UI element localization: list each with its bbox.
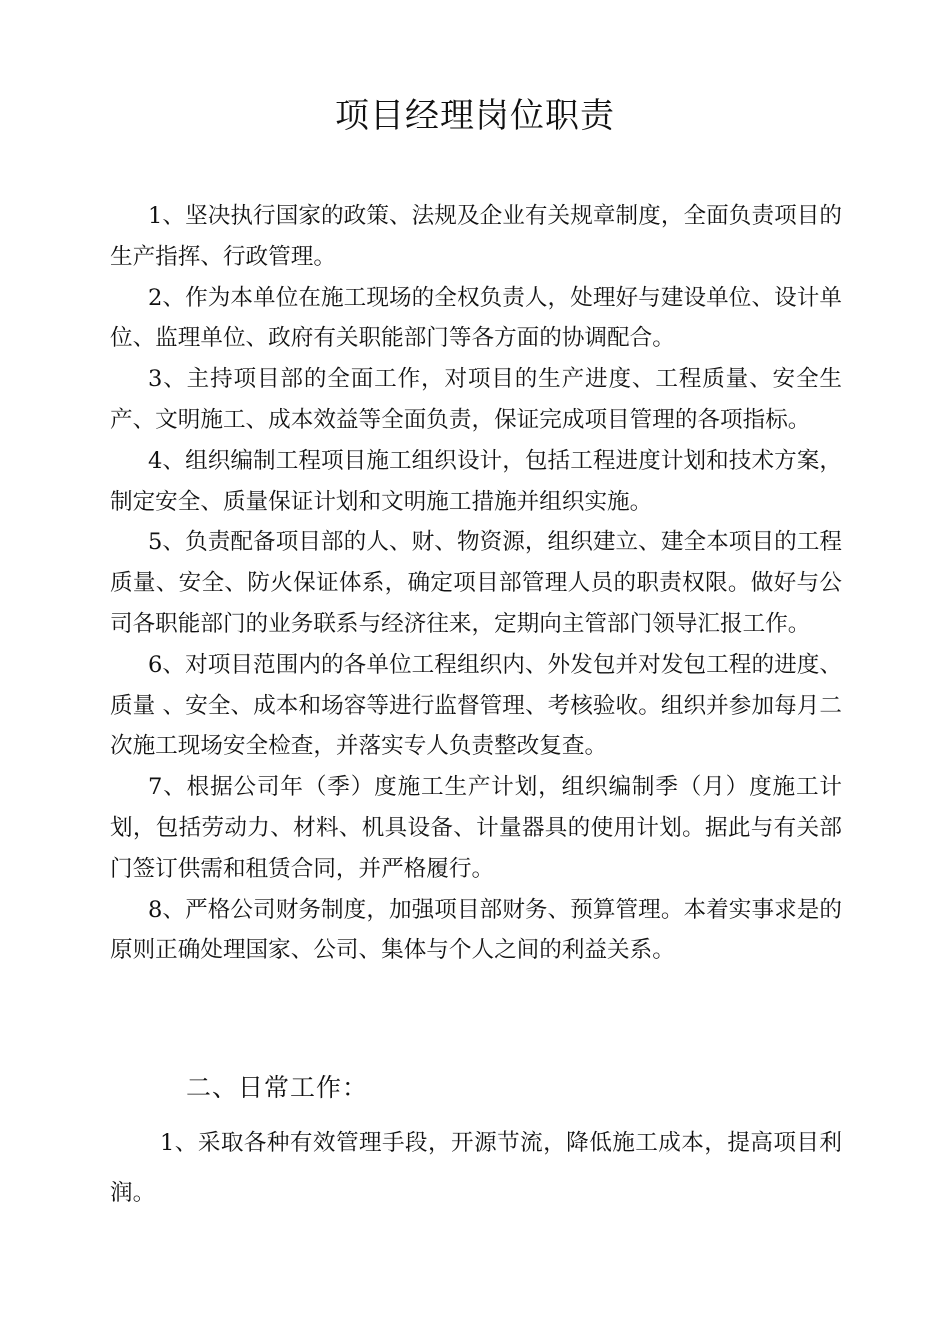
- duty-paragraph-8: 8、严格公司财务制度，加强项目部财务、预算管理。本着实事求是的原则正确处理国家、公司、集体与个人之间的利益关系。: [110, 896, 842, 964]
- duty-paragraph-7: 7、根据公司年（季）度施工生产计划，组织编制季（月）度施工计划，包括劳动力、材料、机具设备、计量器具的使用计划。据此与有关部门签订供需和租赁合同，并严格履行。: [110, 774, 842, 882]
- duty-paragraph-5: 5、负责配备项目部的人、财、物资源，组织建立、建全本项目的工程质量、安全、防火保证体系，确定项目部管理人员的职责权限。做好与公司各职能部门的业务联系与经济往来，定期向主管部门领导汇报工作。: [110, 529, 842, 637]
- document-title: 项目经理岗位职责: [335, 96, 615, 136]
- section-heading-daily-work: 二、日常工作：: [186, 1073, 369, 1102]
- duty-paragraph-6: 6、对项目范围内的各单位工程组织内、外发包并对发包工程的进度、质量 、安全、成本和场容等进行监督管理、考核验收。组织并参加每月二次施工现场安全检查，并落实专人负责整改复查。: [110, 651, 842, 760]
- duties-list: [110, 196, 842, 971]
- daily-work-item-1: 1、采取各种有效管理手段，开源节流，降低施工成本，提高项目利润。: [110, 1130, 842, 1206]
- duty-paragraph-2: 2、作为本单位在施工现场的全权负责人，处理好与建设单位、设计单位、监理单位、政府有关职能部门等各方面的协调配合。: [110, 284, 842, 352]
- duty-paragraph-1: 1、坚决执行国家的政策、法规及企业有关规章制度，全面负责项目的生产指挥、行政管理。: [110, 203, 842, 270]
- duty-paragraph-3: 3、主持项目部的全面工作，对项目的生产进度、工程质量、安全生产、文明施工、成本效益等全面负责，保证完成项目管理的各项指标。: [110, 366, 842, 433]
- duty-paragraph-4: 4、组织编制工程项目施工组织设计，包括工程进度计划和技术方案，制定安全、质量保证计划和文明施工措施并组织实施。: [110, 447, 842, 515]
